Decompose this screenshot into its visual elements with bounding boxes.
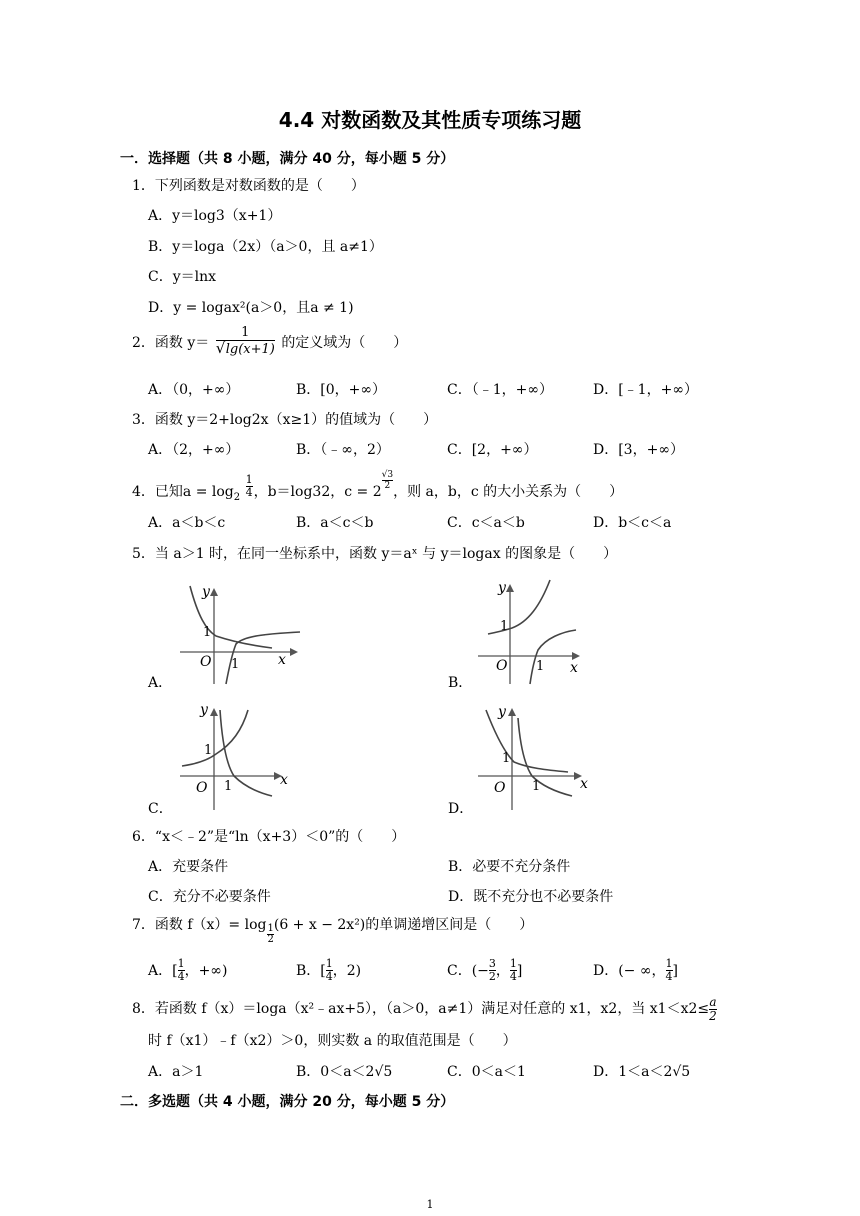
page-number: 1 <box>426 1198 434 1211</box>
question-4-exponent-numerator: √3 <box>381 470 394 480</box>
y-axis-arrow-icon <box>210 588 218 596</box>
question-7-option-c-fraction-2: $\frac{1}{4}$ <box>509 957 517 983</box>
question-7-log-base-denominator: 2 <box>267 934 274 945</box>
question-4-stem-pre: 4．已知a = log <box>132 484 234 500</box>
radical-sign-icon: √ <box>215 339 226 357</box>
question-8-line-2: 时 f（x1）﹣f（x2）＞0，则实数 a 的取值范围是（ ） <box>148 1033 517 1049</box>
question-4-option-d: D．b＜c＜a <box>593 515 672 531</box>
axis-label-y: y <box>202 584 210 600</box>
question-7-option-a: A．[ $\frac{1}{4}$ ，+∞) <box>148 957 228 983</box>
axis-label-x: x <box>580 776 588 792</box>
question-7-option-a-fraction: $\frac{1}{4}$ <box>177 957 185 983</box>
question-4-fraction-denominator: 4 <box>245 486 253 499</box>
question-5-option-c: C． <box>148 801 173 817</box>
question-8-fraction: $\frac{a}{2}$ <box>709 995 717 1023</box>
question-6-option-d: D．既不充分也不必要条件 <box>448 889 614 905</box>
question-4-fraction <box>246 474 253 499</box>
question-1-option-c: C．y＝lnx <box>148 269 217 285</box>
question-2-fraction <box>216 326 275 359</box>
graph-option-d <box>474 700 594 814</box>
y-intercept-label: 1 <box>203 625 212 640</box>
question-7-option-b: B．[ $\frac{1}{4}$ ，2) <box>296 957 362 983</box>
question-2-option-b: B．[0，+∞） <box>296 382 387 398</box>
graph-option-b <box>474 576 590 688</box>
axis-label-x: x <box>570 660 578 676</box>
x-intercept-label: 1 <box>231 657 240 672</box>
question-4-exponent <box>382 470 393 491</box>
question-4-option-c: C．c＜a＜b <box>447 515 525 531</box>
origin-label: O <box>496 658 508 674</box>
question-8-line-1: 8．若函数 f（x）＝loga（x²﹣ax+5），（a＞0，a≠1）满足对任意的 x1，x2，当 x1＜x2≤ $\frac{a}{2}$ <box>132 995 717 1023</box>
question-4-option-a: A．a＜b＜c <box>148 515 226 531</box>
question-8-option-d: D．1＜a＜2√5 <box>593 1064 691 1080</box>
question-7-log-base-numerator: 1 <box>267 923 274 934</box>
question-1-stem: 1．下列函数是对数函数的是（ ） <box>132 178 365 194</box>
y-axis-arrow-icon <box>210 708 218 716</box>
axis-label-x: x <box>280 772 288 788</box>
question-1-option-a: A．y＝log3（x+1） <box>148 208 282 224</box>
question-7-option-c: C．(− $\frac{3}{2}$ ， $\frac{1}{4}$ ] <box>447 957 523 983</box>
question-5-option-b: B． <box>448 675 473 691</box>
question-7-option-d-fraction: $\frac{1}{4}$ <box>665 957 673 983</box>
y-intercept-label: 1 <box>500 619 509 634</box>
question-5-option-d: D． <box>448 801 474 817</box>
question-8-option-b: B．0＜a＜2√5 <box>296 1064 393 1080</box>
y-intercept-label: 1 <box>204 743 213 758</box>
origin-label: O <box>494 780 506 796</box>
axis-label-y: y <box>498 704 506 720</box>
axis-label-x: x <box>278 652 286 668</box>
x-intercept-label: 1 <box>224 779 233 794</box>
question-8-option-a: A．a＞1 <box>148 1064 204 1080</box>
question-4-stem-post: ，则 a，b，c 的大小关系为（ ） <box>393 484 624 500</box>
question-5-stem: 5．当 a＞1 时，在同一坐标系中，函数 y＝aˣ 与 y＝logax 的图象是（ ） <box>132 546 618 562</box>
question-7-option-c-fraction-1: $\frac{3}{2}$ <box>488 957 496 983</box>
question-4-log-base: 2 <box>233 492 241 503</box>
question-7-option-b-fraction: $\frac{1}{4}$ <box>325 957 333 983</box>
question-2-option-a: A．（0，+∞） <box>148 382 240 398</box>
question-3-option-d: D．[3，+∞） <box>593 442 684 458</box>
question-7-log-base <box>267 924 273 945</box>
question-2-stem-post: 的定义域为（ ） <box>281 335 408 351</box>
question-2-stem-pre: 2．函数 y＝ <box>132 335 210 351</box>
question-4-stem <box>132 470 624 508</box>
question-6-option-a: A．充要条件 <box>148 859 229 875</box>
section-heading-multiple-choice: 二．多选题（共 4 小题，满分 20 分，每小题 5 分） <box>120 1094 455 1110</box>
question-7-option-d: D．(− ∞， $\frac{1}{4}$ ] <box>593 957 678 983</box>
section-heading-choice: 一．选择题（共 8 小题，满分 40 分，每小题 5 分） <box>120 151 455 167</box>
question-6-option-c: C．充分不必要条件 <box>148 889 271 905</box>
question-5-option-a: A． <box>148 675 173 691</box>
question-6-stem: 6．“x＜﹣2”是“ln（x+3）＜0”的（ ） <box>132 829 406 845</box>
curve-logarithmic <box>518 718 572 796</box>
question-4-stem-mid: ，b＝log32，c = 2 <box>253 484 382 500</box>
y-axis-arrow-icon <box>508 708 516 716</box>
origin-label: O <box>196 780 208 796</box>
question-3-option-b: B．（﹣∞，2） <box>296 442 390 458</box>
axis-label-y: y <box>200 702 208 718</box>
question-7-stem <box>132 916 533 946</box>
question-1-option-d: D．y = logax²(a＞0，且a ≠ 1) <box>148 300 354 316</box>
question-2-option-c: C．（﹣1，+∞） <box>447 382 554 398</box>
y-axis-arrow-icon <box>506 584 514 592</box>
question-2-option-d: D．[﹣1，+∞） <box>593 382 698 398</box>
question-3-stem: 3．函数 y＝2+log2x（x≥1）的值域为（ ） <box>132 412 438 428</box>
question-7-stem-pre: 7．函数 f（x）= log <box>132 917 267 933</box>
question-6-option-b: B．必要不充分条件 <box>448 859 571 875</box>
x-axis-arrow-icon <box>572 652 580 660</box>
question-2-fraction-numerator: 1 <box>241 325 250 340</box>
graph-option-c <box>176 700 296 814</box>
question-7-stem-post: (6 + x − 2x²)的单调递增区间是（ ） <box>273 917 534 933</box>
question-4-exponent-denominator: 2 <box>382 480 393 491</box>
question-2-fraction-denominator: √ lg(x+1) <box>215 339 275 357</box>
question-3-option-c: C．[2，+∞） <box>447 442 538 458</box>
question-1-option-b: B．y＝loga（2x）（a＞0，且 a≠1） <box>148 239 383 255</box>
question-4-fraction-numerator: 1 <box>245 473 253 486</box>
x-intercept-label: 1 <box>532 779 541 794</box>
question-3-option-a: A．（2，+∞） <box>148 442 240 458</box>
curve-exponential <box>182 710 248 766</box>
y-intercept-label: 1 <box>502 751 511 766</box>
page-title: 4.4 对数函数及其性质专项练习题 <box>278 108 582 132</box>
question-8-option-c: C．0＜a＜1 <box>447 1064 526 1080</box>
graph-option-a <box>176 580 306 688</box>
x-intercept-label: 1 <box>536 659 545 674</box>
axis-label-y: y <box>498 580 506 596</box>
x-axis-arrow-icon <box>290 648 298 656</box>
origin-label: O <box>200 654 212 670</box>
question-2-stem <box>132 326 407 366</box>
question-4-option-b: B．a＜c＜b <box>296 515 374 531</box>
